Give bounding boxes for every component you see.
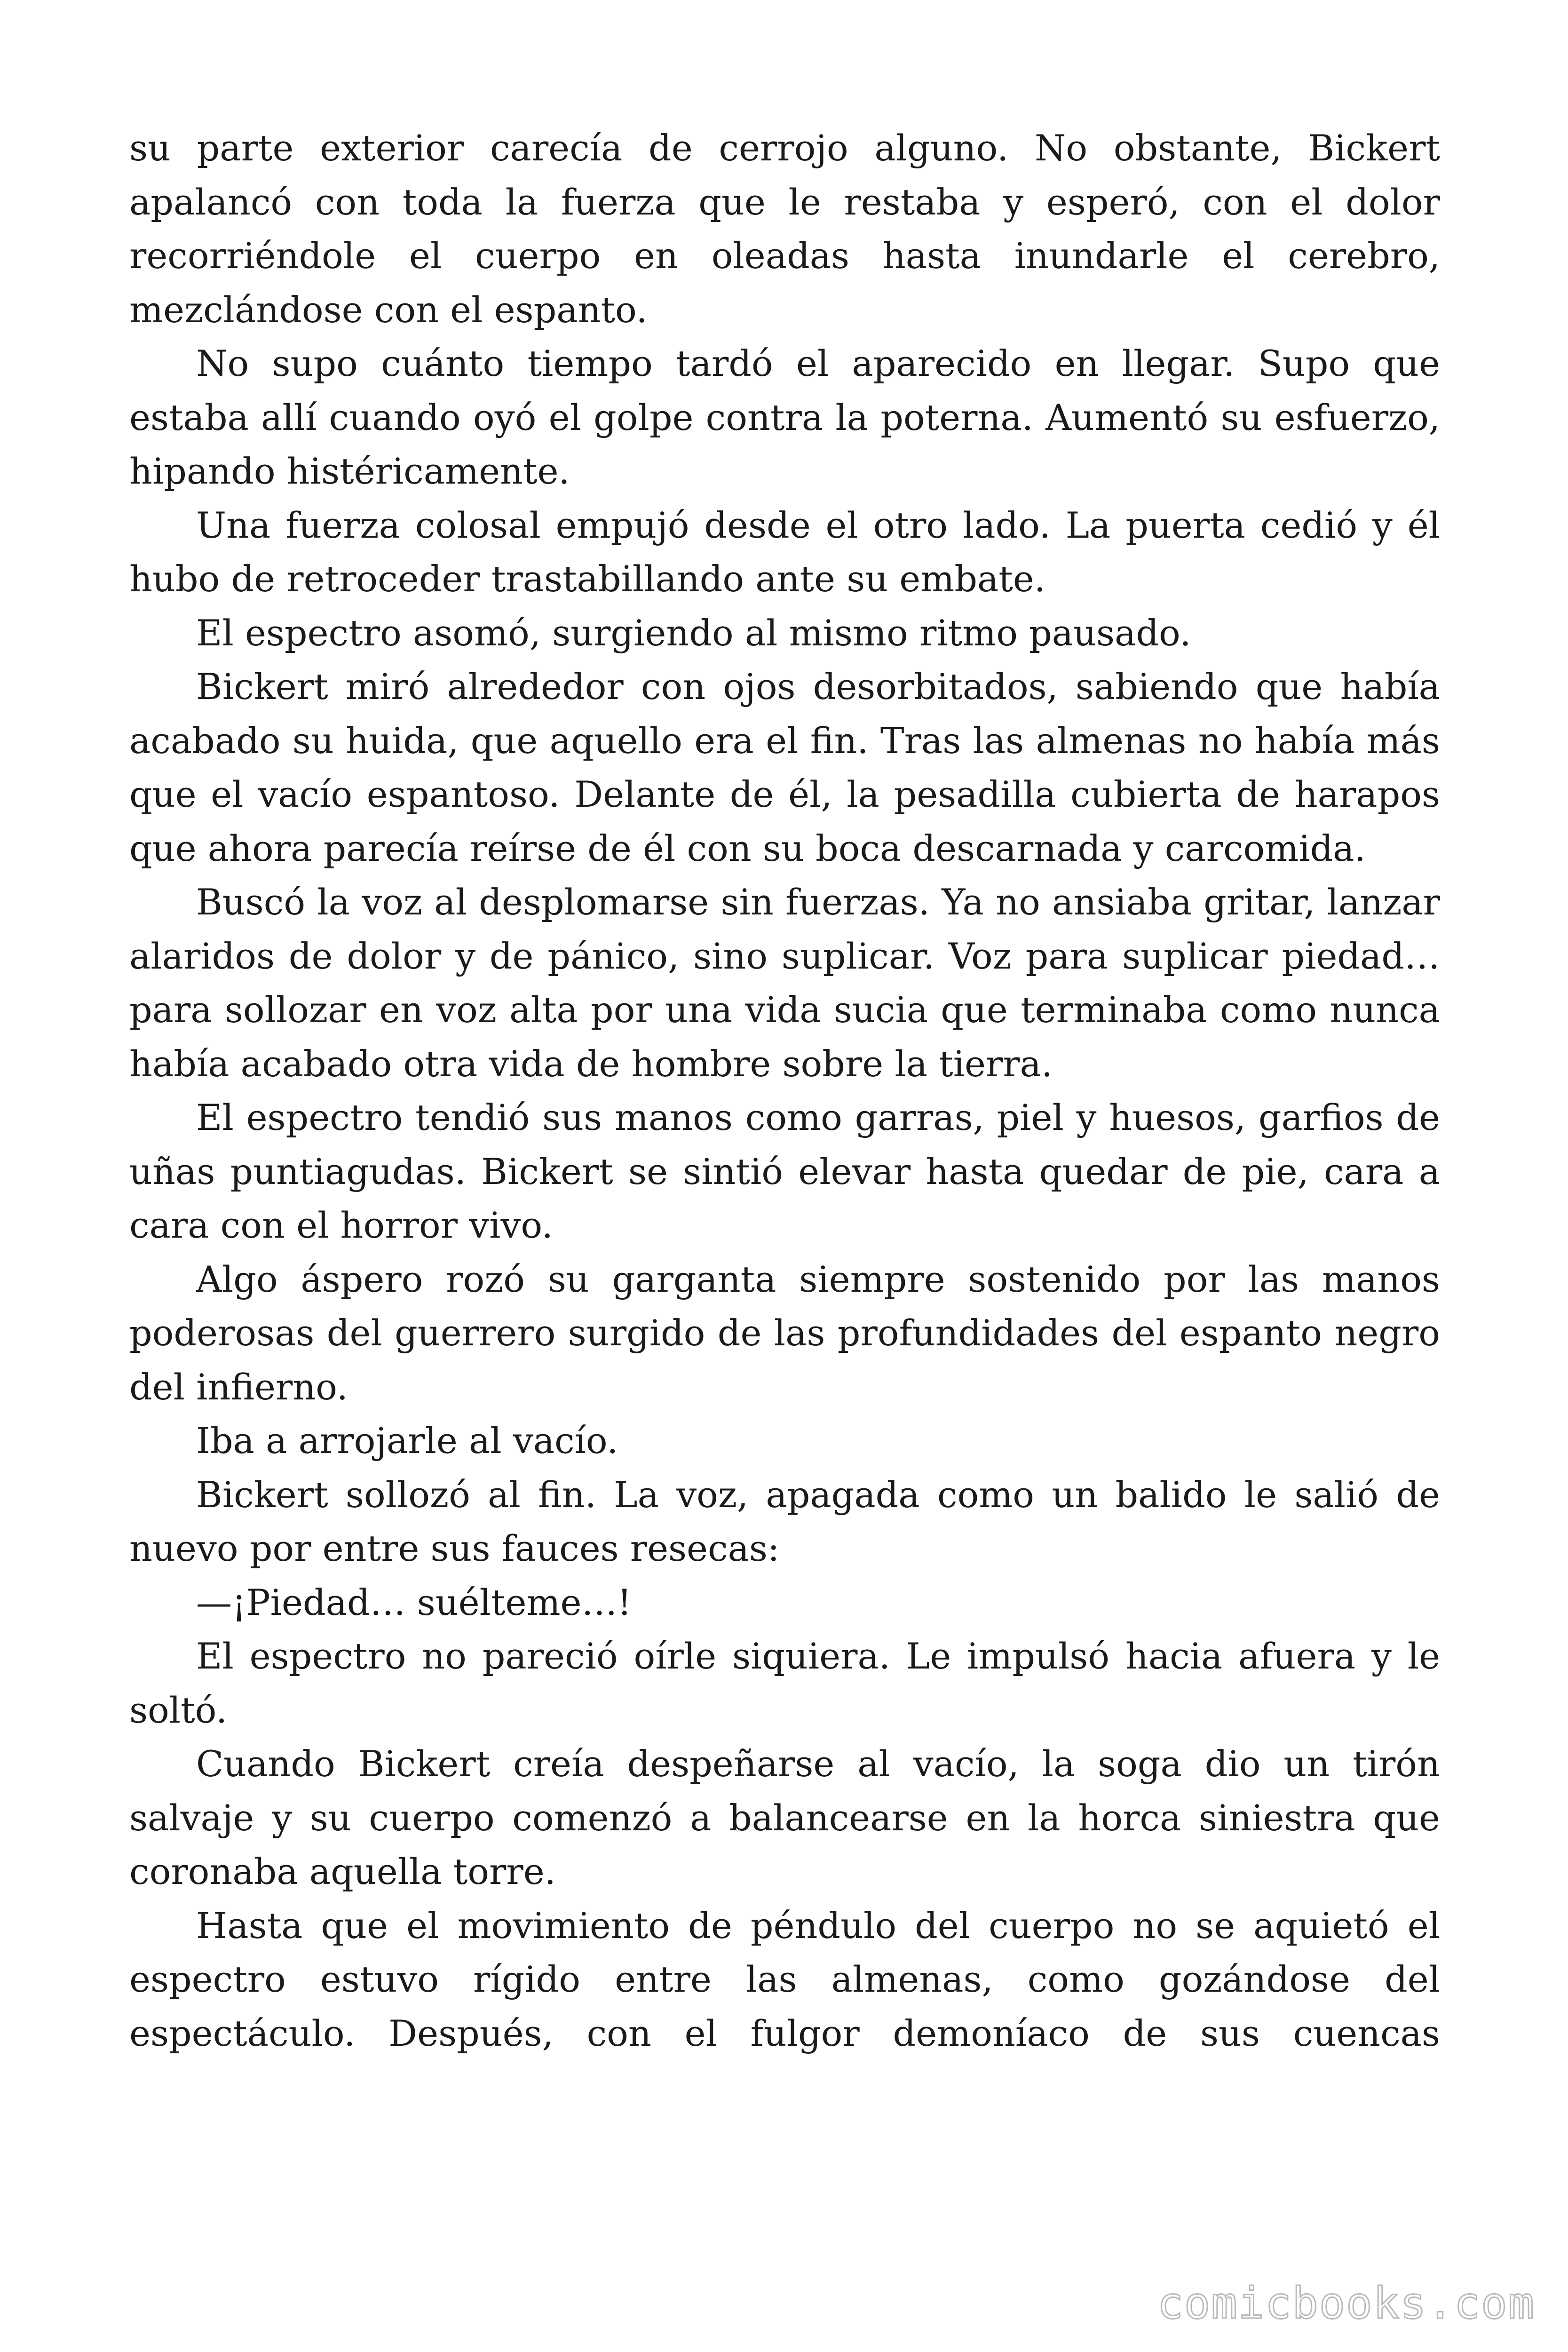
paragraph-9: Iba a arrojarle al vacío. — [196, 1420, 618, 1462]
paragraph-14: Hasta que el movimiento de péndulo del cuerpo no se aquietó el espectro estuvo rígido entre las almenas, como gozándose del espectáculo. Después, con el fulgor demoníaco de sus cuencas — [129, 1904, 1440, 2054]
paragraph-11: —¡Piedad… suélteme…! — [196, 1581, 632, 1623]
paragraph-2: No supo cuánto tiempo tardó el aparecido en llegar. Supo que estaba allí cuando oyó el golpe contra la poterna. Aumentó su esfuerzo, hipando histéricamente. — [129, 342, 1440, 492]
paragraph-7: El espectro tendió sus manos como garras, piel y huesos, garfios de uñas puntiagudas. Bickert se sintió elevar hasta quedar de pie, cara a cara con el horror vivo. — [129, 1097, 1440, 1246]
paragraph-10: Bickert sollozó al fin. La voz, apagada como un balido le salió de nuevo por entre sus fauces resecas: — [129, 1473, 1440, 1569]
paragraph-12: El espectro no pareció oírle siquiera. Le impulsó hacia afuera y le soltó. — [129, 1635, 1440, 1731]
paragraph-6: Buscó la voz al desplomarse sin fuerzas. Ya no ansiaba gritar, lanzar alaridos de dolor y de pánico, sino suplicar. Voz para suplicar piedad… para sollozar en voz alta por una vida sucia que terminaba como nunca había acabado otra vida de hombre sobre la tierra. — [129, 881, 1440, 1085]
body-text — [129, 121, 1440, 2060]
paragraph-5: Bickert miró alrededor con ojos desorbitados, sabiendo que había acabado su huida, que aquello era el fin. Tras las almenas no había más que el vacío espantoso. Delante de él, la pesadilla cubierta de harapos que ahora parecía reírse de él con su boca descarnada y carcomida. — [129, 666, 1440, 869]
paragraph-8: Algo áspero rozó su garganta siempre sostenido por las manos poderosas del guerrero surgido de las profundidades del espanto negro del infierno. — [129, 1258, 1440, 1408]
paragraph-4: El espectro asomó, surgiendo al mismo ritmo pausado. — [196, 612, 1191, 654]
watermark-logo: comicbooks.com — [1157, 2278, 1535, 2328]
paragraph-1: su parte exterior carecía de cerrojo alguno. No obstante, Bickert apalancó con toda la fuerza que le restaba y esperó, con el dolor recorriéndole el cuerpo en oleadas hasta inundarle el cerebro, mezclándose con el espanto. — [129, 127, 1440, 331]
paragraph-13: Cuando Bickert creía despeñarse al vacío, la soga dio un tirón salvaje y su cuerpo comenzó a balancearse en la horca siniestra que coronaba aquella torre. — [129, 1743, 1440, 1892]
paragraph-3: Una fuerza colosal empujó desde el otro lado. La puerta cedió y él hubo de retroceder trastabillando ante su embate. — [129, 504, 1440, 600]
